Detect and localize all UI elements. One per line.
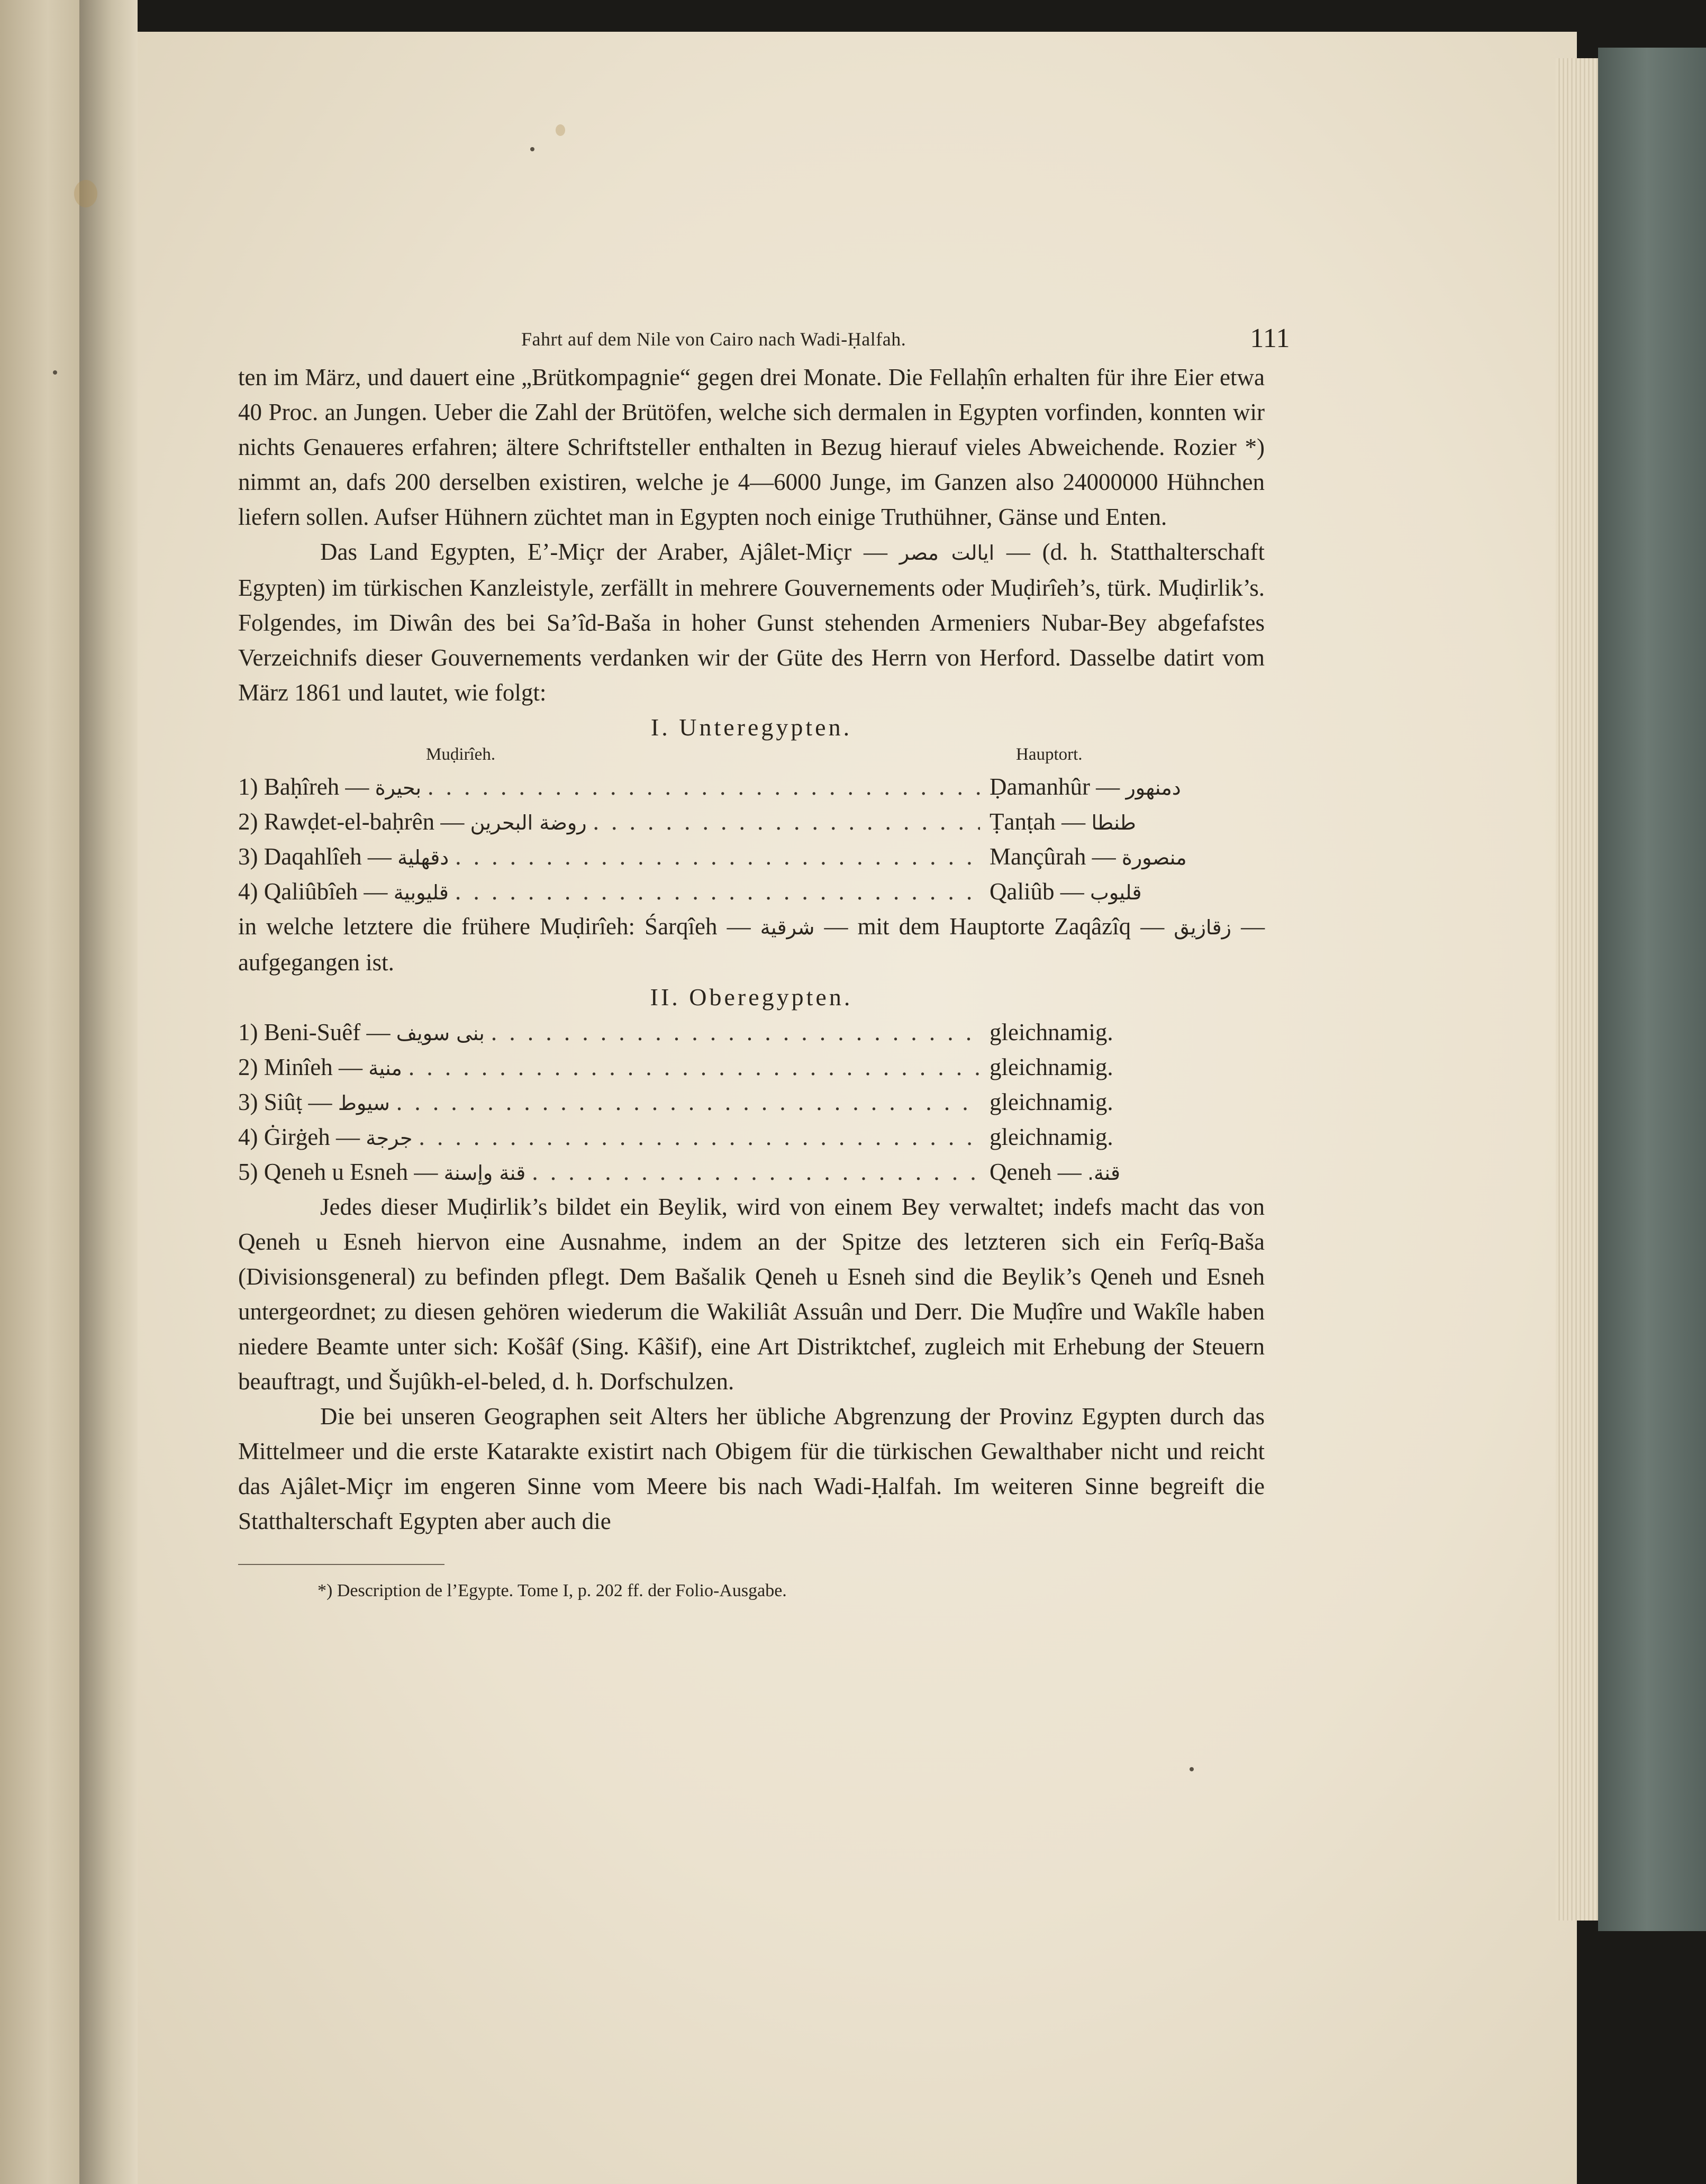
province-arabic: روضة البحرين	[470, 811, 587, 834]
page-edges	[1556, 58, 1598, 1921]
province-name: 5) Qeneh u Esneh — قنة وإسنة	[238, 1159, 526, 1185]
ink-speck	[53, 370, 57, 375]
province-arabic: قنة وإسنة	[443, 1161, 526, 1185]
capital-arabic: طنطا	[1091, 811, 1136, 834]
paragraph-brutofen: ten im März, und dauert eine „Brütkompagnie“ gegen drei Monate. Die Fellaḥîn erhalten für ihre Eier etwa 40 Proc. an Jungen. Ueber die Zahl der Brütöfen, welche sich dermalen in Egypten vorfinden, konnten wir nichts Genaueres erfahren; ältere Schriftsteller enthalten in Bezug hierauf vieles Abweichende. Rozier *) nimmt an, dafs 200 derselben existiren, welche je 4—6000 Junge, im Ganzen also 24000000 Hühnchen liefern sollen. Aufser Hühnern züchtet man in Egypten noch einige Truthühner, Gänse und Enten.	[238, 364, 1265, 530]
book-gutter	[79, 0, 138, 2184]
ink-speck	[1190, 1767, 1194, 1771]
leader-dots	[419, 1120, 980, 1154]
capital-name: Ṭanṭah — طنطا	[990, 808, 1136, 835]
leader-dots	[396, 1085, 980, 1120]
column-headers	[238, 745, 1265, 769]
para2-text-before: Das Land Egypten, E’-Miçr der Araber, Ajâlet-Miçr —	[320, 539, 887, 565]
foxing-spot	[556, 124, 565, 136]
province-name: 2) Minîeh — منية	[238, 1054, 402, 1080]
book-cover	[1598, 48, 1706, 1931]
province-name: 3) Siûṭ — سيوط	[238, 1089, 390, 1115]
paragraph-sarqieh-note	[238, 909, 1265, 980]
capital-arabic: قليوب	[1090, 881, 1142, 904]
province-arabic: منية	[368, 1057, 402, 1080]
list-item	[238, 1154, 1265, 1189]
capital-arabic: دمنهور	[1126, 776, 1181, 799]
capital-name: Mançûrah — منصورة	[990, 843, 1187, 870]
province-name: 3) Daqahlîeh — دقهلية	[238, 843, 449, 870]
capital-name: Qaliûb — قليوب	[990, 878, 1142, 905]
page-header	[238, 317, 1290, 360]
province-name: 1) Beni-Suêf — بنى سويف	[238, 1019, 485, 1045]
list-item	[238, 874, 1265, 909]
province-arabic: بحيرة	[375, 776, 422, 799]
column-header-hauptort: Hauptort.	[1016, 745, 1083, 764]
paragraph-mudirliks: Jedes dieser Muḍirlik’s bildet ein Beylik, wird von einem Bey verwaltet; indefs macht das von Qeneh u Esneh hiervon eine Ausnahme, indem an der Spitze des letzteren sich ein Ferîq-Baša (Divisionsgeneral) zu befinden pflegt. Dem Bašalik Qeneh u Esneh sind die Beylik’s Qeneh und Esneh untergeordnet; zu diesen gehören wiederum die Wakiliât Assuân und Derr. Die Muḍîre und Wakîle haben niedere Beamte unter sich: Košâf (Sing. Kâšif), eine Art Distriktchef, zugleich mit Erhebung der Steuern beauftragt, und Šujûkh-el-beled, d. h. Dorfschulzen.	[238, 1194, 1265, 1395]
leader-dots	[593, 804, 980, 839]
arabic-ajalet-micr: ايالت مصر	[899, 541, 995, 565]
page-number: 111	[1250, 323, 1290, 353]
section-title-oberegypten: II. Oberegypten.	[650, 984, 853, 1011]
leader-dots	[455, 874, 980, 909]
province-name: 4) Qaliûbîeh — قليوبية	[238, 878, 449, 905]
capital-arabic: قنة.	[1087, 1161, 1121, 1185]
capital-name: Ḍamanhûr — دمنهور	[990, 774, 1181, 800]
list-item	[238, 769, 1265, 804]
para2-text-after: — (d. h. Statthalterschaft Egypten) im türkischen Kanzleistyle, zerfällt in mehrere Gouvernements oder Muḍirîeh’s, türk. Muḍirlik’s. Folgendes, im Diwân des bei Sa’îd-Baša in hoher Gunst stehenden Armeniers Nubar-Bey abgefafstes Verzeichnifs dieser Gouvernements verdanken wir der Güte des Herrn von Herford. Dasselbe datirt vom März 1861 und lautet, wie folgt:	[238, 539, 1265, 706]
province-name: 2) Rawḍet-el-baḥrên — روضة البحرين	[238, 808, 587, 835]
note-text-middle: — mit dem Hauptorte Zaqâzîq	[824, 913, 1131, 940]
note-dash: —	[1140, 913, 1165, 940]
province-name: 1) Baḥîreh — بحيرة	[238, 774, 422, 800]
province-arabic: قليوبية	[393, 881, 449, 904]
running-title: Fahrt auf dem Nile von Cairo nach Wadi-Ḥalfah.	[521, 329, 906, 350]
province-arabic: بنى سويف	[396, 1022, 485, 1045]
arabic-sarqieh: شرقية	[760, 916, 815, 939]
column-header-mudirieh: Muḍirîeh.	[426, 745, 496, 764]
note-text-after: — aufgegangen ist.	[238, 913, 1265, 976]
list-item	[238, 839, 1265, 874]
foxing-spot	[74, 180, 97, 207]
leader-dots	[409, 1050, 980, 1085]
capital-name: gleichnamig.	[990, 1019, 1113, 1045]
province-arabic: جرجة	[366, 1126, 413, 1150]
list-item	[238, 1050, 1265, 1085]
province-arabic: دقهلية	[397, 846, 449, 869]
leader-dots	[455, 839, 980, 874]
note-text-before: in welche letztere die frühere Muḍirîeh: Śarqîeh —	[238, 913, 751, 940]
list-item	[238, 1085, 1265, 1120]
page-content	[238, 317, 1290, 1601]
capital-name: gleichnamig.	[990, 1089, 1113, 1115]
leader-dots	[491, 1015, 980, 1050]
leader-dots	[532, 1154, 980, 1189]
list-item	[238, 804, 1265, 839]
list-item	[238, 1120, 1265, 1154]
capital-name: gleichnamig.	[990, 1054, 1113, 1080]
list-item	[238, 1015, 1265, 1050]
paragraph-land-egypten	[238, 534, 1265, 710]
ink-speck	[530, 147, 534, 151]
facing-page-edge	[0, 0, 79, 2184]
capital-name: Qeneh — قنة.	[990, 1159, 1121, 1185]
province-arabic: سيوط	[338, 1091, 390, 1115]
capital-name: gleichnamig.	[990, 1124, 1113, 1150]
footnote-rule	[238, 1564, 444, 1565]
paragraph-abgrenzung: Die bei unseren Geographen seit Alters her übliche Abgrenzung der Provinz Egypten durch das Mittelmeer und die erste Katarakte existirt nach Obigem für die türkischen Gewalthaber nicht und reicht das Ajâlet-Miçr im engeren Sinne vom Meere bis nach Wadi-Ḥalfah. Im weiteren Sinne begreift die Statthalterschaft Egypten aber auch die	[238, 1403, 1265, 1534]
footnote: *) Description de l’Egypte. Tome I, p. 202 ff. der Folio-Ausgabe.	[317, 1581, 787, 1600]
capital-arabic: منصورة	[1121, 846, 1187, 869]
leader-dots	[428, 769, 980, 804]
section-title-unteregypten: I. Unteregypten.	[650, 714, 852, 741]
arabic-zaqaziq: زقازيق	[1174, 916, 1232, 939]
province-name: 4) Ġirġeh — جرجة	[238, 1124, 413, 1150]
